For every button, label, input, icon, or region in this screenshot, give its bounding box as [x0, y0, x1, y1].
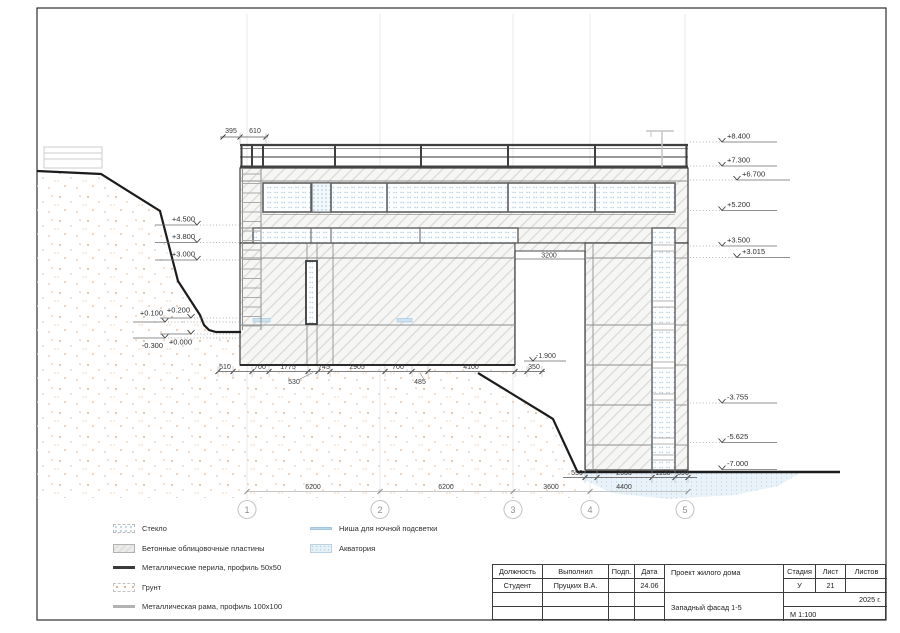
- svg-text:3: 3: [510, 505, 516, 515]
- svg-text:550: 550: [571, 470, 583, 477]
- svg-text:-3.755: -3.755: [727, 392, 749, 402]
- legend-item: [113, 562, 281, 573]
- tb-sheet-header: Лист: [816, 565, 846, 579]
- svg-text:530: 530: [288, 379, 300, 386]
- svg-text:+0.200: +0.200: [166, 305, 190, 315]
- tb-empty-cell: [635, 593, 665, 607]
- water-swatch: [310, 544, 332, 553]
- svg-text:510: 510: [219, 364, 231, 371]
- svg-text:+4.500: +4.500: [171, 214, 195, 224]
- door-lintel-band: [515, 243, 585, 251]
- svg-text:485: 485: [414, 379, 426, 386]
- svg-text:610: 610: [249, 128, 261, 135]
- roof-pole: [646, 131, 674, 167]
- legend-label: Металлические перила, профиль 50x50: [142, 563, 282, 572]
- svg-text:2530: 2530: [616, 470, 632, 477]
- tb-empty-cell: [609, 607, 635, 621]
- svg-text:5: 5: [682, 505, 688, 515]
- svg-text:+6.700: +6.700: [742, 169, 766, 179]
- frame-swatch: [113, 605, 135, 608]
- railing-swatch: [113, 566, 135, 569]
- tb-empty-cell: [635, 607, 665, 621]
- tb-empty-cell: [493, 593, 543, 607]
- tb-stage-header: Стадия: [784, 565, 816, 579]
- hill-structure: [44, 147, 102, 168]
- svg-text:+3.800: +3.800: [171, 232, 195, 241]
- legend-label: Стекло: [142, 524, 167, 533]
- legend-label: Грунт: [142, 582, 162, 592]
- svg-text:1775: 1775: [280, 364, 296, 371]
- tb-empty-cell: [543, 593, 609, 607]
- svg-text:3600: 3600: [543, 484, 559, 491]
- roof-railing: [240, 145, 688, 168]
- grid-axes: [238, 501, 694, 519]
- tb-performed-value: Пруцких В.А.: [543, 579, 609, 593]
- legend-item: [310, 523, 437, 534]
- soil-swatch: [113, 583, 135, 592]
- legend-item: [113, 543, 265, 554]
- tb-project: Проект жилого дома: [665, 565, 784, 593]
- svg-text:4100: 4100: [463, 364, 479, 371]
- lower-glazing-band: [253, 228, 518, 243]
- svg-text:+3.500: +3.500: [727, 235, 751, 245]
- svg-text:700: 700: [254, 364, 266, 371]
- glazing-dense-panel: [312, 183, 331, 212]
- tb-sheet-title: Западный фасад 1-5: [665, 593, 784, 621]
- svg-text:+0.000: +0.000: [168, 337, 192, 347]
- svg-text:-1.900: -1.900: [536, 353, 556, 360]
- tb-stage-value: У: [784, 579, 816, 593]
- door-width-dim: 3200: [541, 252, 557, 260]
- tb-sheets-value: [846, 579, 887, 593]
- svg-text:+5.200: +5.200: [727, 200, 751, 209]
- tb-year: 2025 г.: [784, 593, 887, 607]
- svg-text:6200: 6200: [305, 484, 321, 491]
- legend-label: Металлическая рама, профиль 100x100: [142, 602, 283, 611]
- tower-glass-strip: [652, 228, 675, 470]
- tb-position-header: Должность: [493, 565, 543, 579]
- top-dimensions: [220, 128, 269, 144]
- svg-text:-0.300: -0.300: [141, 341, 163, 350]
- svg-text:6200: 6200: [438, 484, 454, 491]
- svg-text:-7.000: -7.000: [727, 459, 749, 468]
- svg-text:350: 350: [528, 364, 540, 371]
- tb-performed-header: Выполнил: [543, 565, 609, 579]
- svg-text:745: 745: [318, 364, 330, 371]
- tb-empty-cell: [609, 593, 635, 607]
- svg-text:+3.015: +3.015: [742, 247, 766, 256]
- niche-swatch: [310, 527, 332, 530]
- svg-text:4: 4: [587, 505, 593, 515]
- svg-text:1: 1: [244, 505, 250, 515]
- legend-item: [310, 543, 375, 554]
- legend-label: Ниша для ночной подсветки: [339, 524, 438, 533]
- tb-position-value: Студент: [493, 579, 543, 593]
- tb-date-header: Дата: [635, 565, 665, 579]
- svg-text:1130: 1130: [655, 470, 671, 477]
- glass-swatch: [113, 524, 135, 533]
- legend-label: Акватория: [339, 543, 376, 553]
- tb-sheets-header: Листов: [846, 565, 887, 579]
- svg-text:395: 395: [225, 128, 237, 135]
- svg-text:-5.625: -5.625: [727, 432, 749, 441]
- legend-item: [113, 523, 167, 534]
- legend-item: [113, 601, 282, 612]
- tb-empty-cell: [543, 607, 609, 621]
- lower-left-block: [240, 243, 515, 365]
- svg-text:+0.100: +0.100: [139, 308, 163, 318]
- svg-text:700: 700: [392, 364, 404, 371]
- tb-scale: М 1:100: [790, 609, 817, 619]
- tb-empty-cell: [493, 607, 543, 621]
- title-block: [492, 564, 886, 620]
- tb-signature-header: Подп.: [609, 565, 635, 579]
- light-niche: [397, 319, 412, 323]
- tb-signature-value: [609, 579, 635, 593]
- concrete-swatch: [113, 544, 135, 553]
- svg-text:4400: 4400: [616, 484, 632, 491]
- svg-text:+8.400: +8.400: [727, 131, 751, 141]
- svg-text:+7.300: +7.300: [727, 155, 751, 165]
- svg-text:2: 2: [377, 505, 383, 515]
- svg-text:2905: 2905: [349, 364, 365, 371]
- tb-sheet-value: 21: [816, 579, 846, 593]
- window-slit: [306, 261, 317, 324]
- svg-text:590: 590: [677, 470, 689, 477]
- right-level-marks: [690, 132, 790, 470]
- tb-date-value: 24.06: [635, 579, 665, 593]
- legend-label: Бетонные облицовочные пластины: [142, 543, 265, 553]
- legend-item: [113, 582, 161, 593]
- svg-text:+3.000: +3.000: [171, 249, 195, 259]
